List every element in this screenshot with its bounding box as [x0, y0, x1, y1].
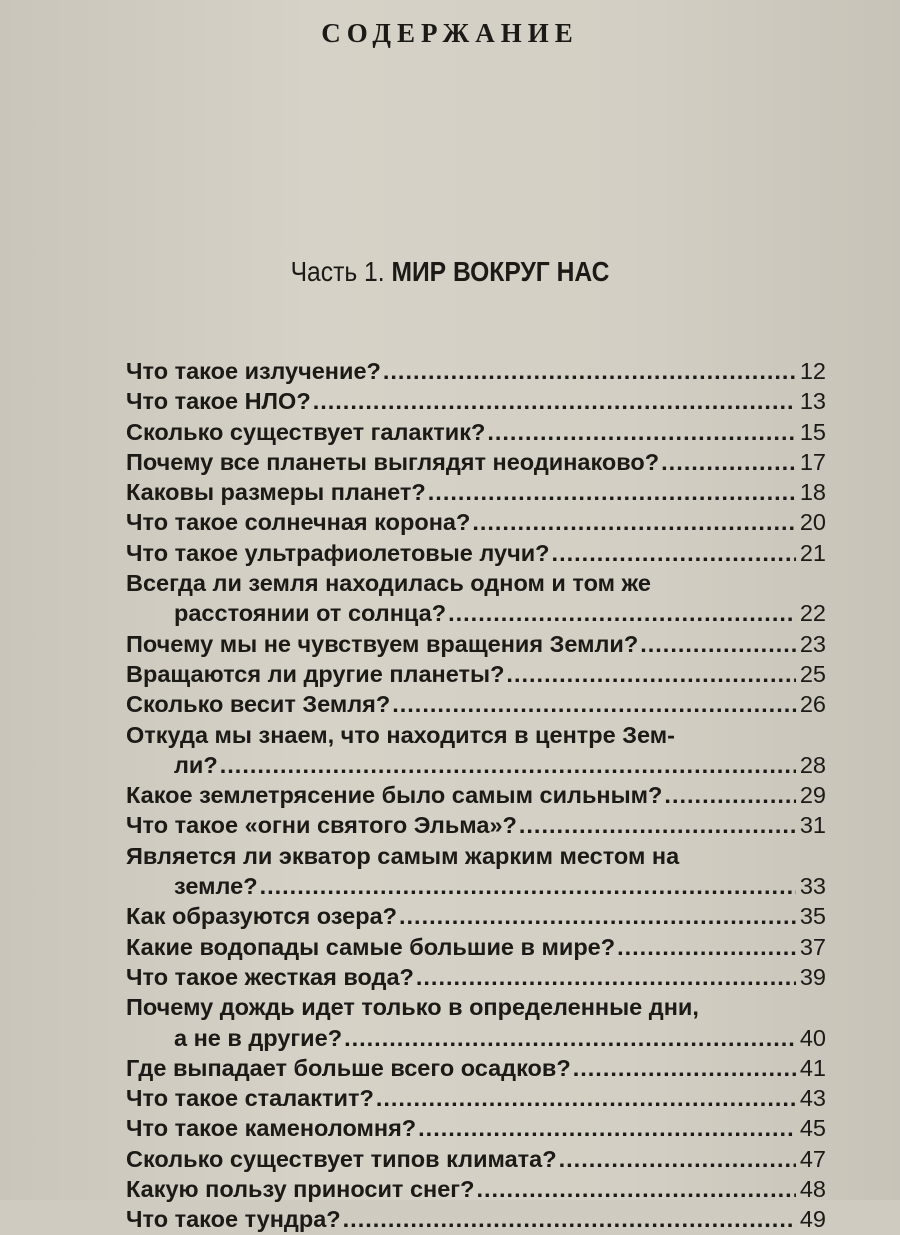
toc-page-number: 29 — [799, 782, 826, 809]
toc-page-number: 25 — [799, 660, 826, 687]
toc-entry-title: Сколько существует галактик? — [126, 418, 486, 445]
toc-entry — [126, 810, 826, 840]
toc-entry — [126, 538, 826, 568]
toc-entry — [126, 1113, 826, 1143]
toc-page-number: 13 — [799, 388, 826, 415]
dot-leader — [416, 962, 796, 992]
dot-leader — [448, 598, 796, 628]
toc-page-number: 41 — [799, 1054, 826, 1081]
dot-leader — [376, 1083, 796, 1113]
toc-entry-title: Что такое жесткая вода? — [126, 963, 414, 990]
dot-leader — [383, 356, 796, 386]
toc-entry — [126, 386, 826, 416]
dot-leader — [552, 538, 796, 568]
dot-leader — [661, 447, 796, 477]
toc-entry-title: Что такое тундра? — [126, 1206, 341, 1233]
toc-entry — [126, 780, 826, 810]
toc-entry-line — [126, 841, 826, 871]
toc-entry — [126, 1053, 826, 1083]
toc-page-number: 15 — [799, 418, 826, 445]
toc-page-number: 26 — [799, 691, 826, 718]
toc-page-number: 48 — [799, 1176, 826, 1203]
toc-entry — [126, 901, 826, 931]
toc-entry — [126, 1144, 826, 1174]
dot-leader — [220, 750, 796, 780]
toc-entry — [126, 477, 826, 507]
toc-page-number: 18 — [799, 479, 826, 506]
toc-page-number: 33 — [799, 873, 826, 900]
toc-entry-title: Почему все планеты выглядят неодинаково? — [126, 448, 660, 475]
toc-page-number: 31 — [799, 812, 826, 839]
toc-entry-title: Какое землетрясение было самым сильным? — [126, 782, 663, 809]
toc-entry-title: Какие водопады самые большие в мире? — [126, 933, 616, 960]
toc-entry-title: Сколько весит Земля? — [126, 691, 391, 718]
toc-entry — [126, 1083, 826, 1113]
dot-leader — [399, 901, 796, 931]
dot-leader — [640, 629, 796, 659]
toc-entry — [126, 356, 826, 386]
toc-page-number: 39 — [799, 963, 826, 990]
toc-entry — [126, 629, 826, 659]
toc-entry — [126, 689, 826, 719]
dot-leader — [506, 659, 795, 689]
toc-entry-title: Откуда мы знаем, что находится в центре Зем- — [126, 721, 675, 748]
toc-entry-title: Какую пользу приносит снег? — [126, 1176, 475, 1203]
toc-page-number: 43 — [799, 1085, 826, 1112]
toc-entry-title: Как образуются озера? — [126, 903, 397, 930]
toc-entry-title: Является ли экватор самым жарким местом на — [126, 842, 680, 869]
toc-entry-title: Почему мы не чувствуем вращения Земли? — [126, 630, 639, 657]
dot-leader — [519, 810, 796, 840]
contents-heading: СОДЕРЖАНИЕ — [321, 18, 579, 48]
toc-entry-line — [126, 992, 826, 1022]
toc-entry-title: ли? — [174, 751, 218, 778]
toc-entry — [126, 932, 826, 962]
dot-leader — [559, 1144, 796, 1174]
dot-leader — [344, 1023, 796, 1053]
toc-entry-title: Вращаются ли другие планеты? — [126, 660, 505, 687]
toc-entry-title: Где выпадает больше всего осадков? — [126, 1054, 571, 1081]
toc-entry-title: земле? — [174, 873, 258, 900]
toc-entry-title: расстоянии от солнца? — [174, 600, 447, 627]
toc-entry — [126, 447, 826, 477]
toc-entry-title: Почему дождь идет только в определенные дни, — [126, 994, 699, 1021]
toc-entry-title: Что такое НЛО? — [126, 388, 311, 415]
toc-entry-title: Что такое солнечная корона? — [126, 509, 471, 536]
toc-page-number: 40 — [799, 1024, 826, 1051]
toc-entry-title: Каковы размеры планет? — [126, 479, 426, 506]
dot-leader — [573, 1053, 796, 1083]
dot-leader — [418, 1113, 796, 1143]
toc-entry — [126, 417, 826, 447]
part-label: Часть 1. — [290, 256, 385, 287]
toc-entry — [126, 659, 826, 689]
toc-page-number: 28 — [799, 751, 826, 778]
table-of-contents — [126, 356, 826, 1235]
part-name: МИР ВОКРУГ НАС — [391, 256, 610, 287]
toc-entry — [126, 871, 826, 901]
dot-leader — [392, 689, 796, 719]
toc-entry-title: Что такое сталактит? — [126, 1085, 374, 1112]
dot-leader — [472, 507, 796, 537]
toc-entry — [126, 1204, 826, 1234]
toc-entry-line — [126, 720, 826, 750]
toc-page-number: 22 — [799, 600, 826, 627]
toc-page-number: 17 — [799, 448, 826, 475]
toc-entry — [126, 962, 826, 992]
dot-leader — [664, 780, 795, 810]
toc-page-number: 49 — [799, 1206, 826, 1233]
toc-page-number: 47 — [799, 1145, 826, 1172]
dot-leader — [313, 386, 796, 416]
dot-leader — [617, 932, 796, 962]
dot-leader — [428, 477, 796, 507]
toc-page-number: 20 — [799, 509, 826, 536]
toc-entry — [126, 598, 826, 628]
toc-entry-title: Что такое каменоломня? — [126, 1115, 417, 1142]
dot-leader — [260, 871, 796, 901]
toc-page-number: 21 — [799, 539, 826, 566]
toc-page-number: 45 — [799, 1115, 826, 1142]
toc-entry — [126, 750, 826, 780]
dot-leader — [487, 417, 796, 447]
toc-entry — [126, 507, 826, 537]
toc-page-number: 12 — [799, 358, 826, 384]
toc-page-number: 35 — [799, 903, 826, 930]
toc-entry-line — [126, 568, 826, 598]
toc-entry-title: Сколько существует типов климата? — [126, 1145, 557, 1172]
toc-entry-title: Что такое «огни святого Эльма»? — [126, 812, 517, 839]
toc-entry-title: а не в другие? — [174, 1024, 343, 1051]
part-title — [54, 256, 846, 288]
toc-entry-title: Что такое излучение? — [126, 358, 381, 384]
dot-leader — [343, 1204, 796, 1234]
toc-entry-title: Всегда ли земля находилась одном и том же — [126, 570, 651, 597]
toc-page-number: 37 — [799, 933, 826, 960]
toc-entry — [126, 1023, 826, 1053]
toc-entry-title: Что такое ультрафиолетовые лучи? — [126, 539, 550, 566]
toc-page-number: 23 — [799, 630, 826, 657]
